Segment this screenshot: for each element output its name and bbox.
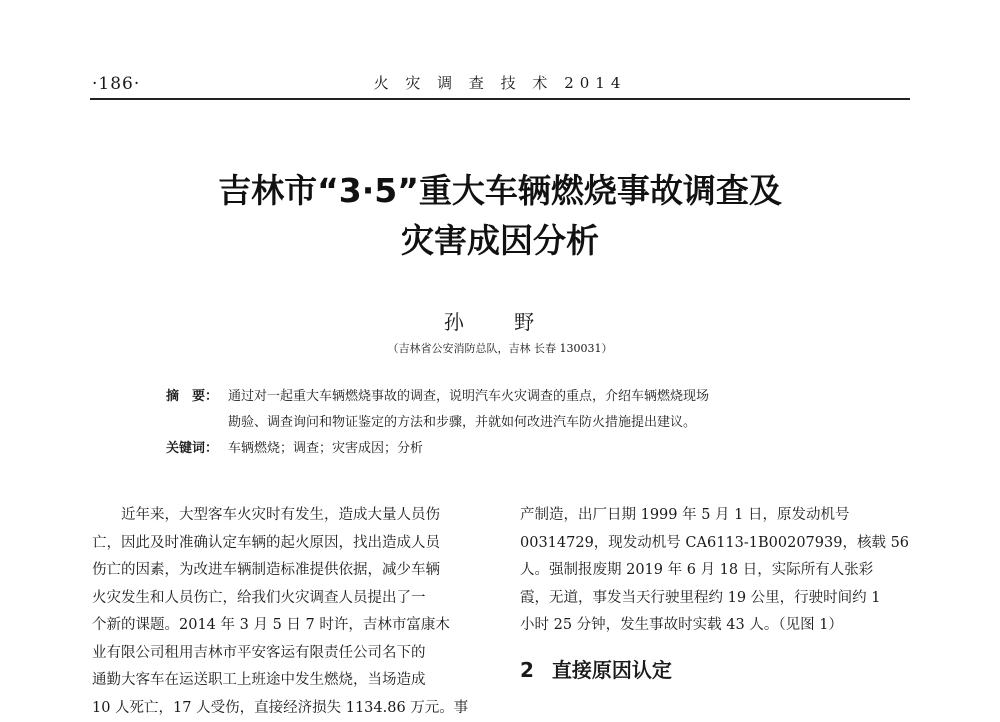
body-line: 亡，因此及时准确认定车辆的起火原因，找出造成人员 <box>92 530 482 558</box>
journal-running-header: 火 灾 调 查 技 术 2014 <box>0 72 1000 93</box>
keywords-text: 车辆燃烧；调查；灾害成因；分析 <box>228 436 846 462</box>
title-line-1: 吉林市“3·5”重大车辆燃烧事故调查及 <box>0 166 1000 216</box>
keywords-label: 关键词： <box>166 436 228 462</box>
author: 孙 野 <box>0 306 1000 335</box>
body-line: 个新的课题。2014 年 3 月 5 日 7 时许，吉林市富康木 <box>92 612 482 640</box>
header-rule <box>90 98 910 100</box>
title-line-2: 灾害成因分析 <box>0 216 1000 266</box>
body-line: 00314729，现发动机号 CA6113-1B00207939，核载 56 <box>520 530 910 558</box>
page-number: ·186· <box>92 74 140 94</box>
abstract-label: 摘 要： <box>166 384 228 436</box>
body-line: 产制造，出厂日期 1999 年 5 月 1 日，原发动机号 <box>520 502 910 530</box>
abstract-text <box>228 384 846 436</box>
body-line: 火灾发生和人员伤亡，给我们火灾调查人员提出了一 <box>92 585 482 613</box>
section-title: 直接原因认定 <box>552 658 672 682</box>
abstract-row <box>166 384 846 436</box>
keywords-row <box>166 436 846 462</box>
abstract-line-2: 勘验、调查询问和物证鉴定的方法和步骤，并就如何改进汽车防火措施提出建议。 <box>228 410 846 436</box>
section-number: 2 <box>520 658 534 682</box>
body-column-right <box>520 502 910 640</box>
body-line: 人。强制报废期 2019 年 6 月 18 日，实际所有人张彩 <box>520 557 910 585</box>
section-heading <box>520 654 672 683</box>
body-line: 伤亡的因素，为改进车辆制造标准提供依据，减少车辆 <box>92 557 482 585</box>
body-line: 通勤大客车在运送职工上班途中发生燃烧，当场造成 <box>92 667 482 695</box>
body-line: 业有限公司租用吉林市平安客运有限责任公司名下的 <box>92 640 482 668</box>
body-column-left <box>92 502 482 722</box>
abstract-line-1: 通过对一起重大车辆燃烧事故的调查，说明汽车火灾调查的重点，介绍车辆燃烧现场 <box>228 384 846 410</box>
article-title <box>0 166 1000 266</box>
body-line: 10 人死亡，17 人受伤，直接经济损失 1134.86 万元。事 <box>92 695 482 722</box>
body-line: 霞，无道，事发当天行驶里程约 19 公里，行驶时间约 1 <box>520 585 910 613</box>
body-line: 小时 25 分钟，发生事故时实载 43 人。（见图 1） <box>520 612 910 640</box>
abstract-block <box>166 384 846 462</box>
affiliation: （吉林省公安消防总队，吉林 长春 130031） <box>0 340 1000 356</box>
body-line: 近年来，大型客车火灾时有发生，造成大量人员伤 <box>92 502 482 530</box>
